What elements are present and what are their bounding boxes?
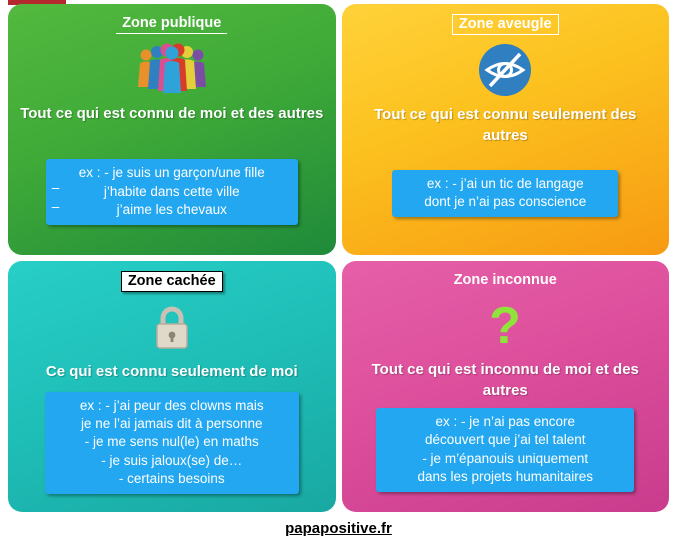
zone-cachee-example: ex : - j’ai peur des clowns mais je ne l’ai jamais dit à personne - je me sens nul(le) en maths - je suis jaloux(se) de… - certains besoins [45,392,299,494]
zone-cachee-title: Zone cachée [121,271,223,292]
padlock-icon [150,298,194,356]
zone-aveugle-example: ex : - j’ai un tic de langage dont je n’ai pas conscience [392,170,618,217]
quadrant-grid [8,4,669,512]
question-mark-icon [485,296,525,354]
people-group-icon [136,40,208,98]
zone-publique-example: ex : - je suis un garçon/une fille j’habite dans cette ville j’aime les chevaux – – [46,159,298,225]
eye-slash-icon [477,41,533,99]
site-credit[interactable]: papapositive.fr [285,520,392,537]
zone-publique-example-dashes: – – [51,180,60,214]
zone-publique-title: Zone publique [116,14,227,34]
zone-inconnue-title: Zone inconnue [453,272,557,288]
quadrant-zone-aveugle [342,4,670,255]
zone-inconnue-example: ex : - je n’ai pas encore découvert que j’ai tel talent - je m’épanouis uniquement dans les projets humanitaires [376,408,634,492]
zone-aveugle-description: Tout ce qui est connu seulement des autres [374,106,637,144]
zone-inconnue-description: Tout ce qui est inconnu de moi et des autres [371,361,639,399]
quadrant-zone-cachee [8,261,336,512]
quadrant-zone-inconnue [342,261,670,512]
zone-cachee-description: Ce qui est connu seulement de moi [45,363,298,381]
svg-text:?: ? [489,297,522,354]
zone-publique-description: Tout ce qui est connu de moi et des autres [20,105,324,123]
quadrant-zone-publique [8,4,336,255]
zone-aveugle-title: Zone aveugle [452,14,559,35]
